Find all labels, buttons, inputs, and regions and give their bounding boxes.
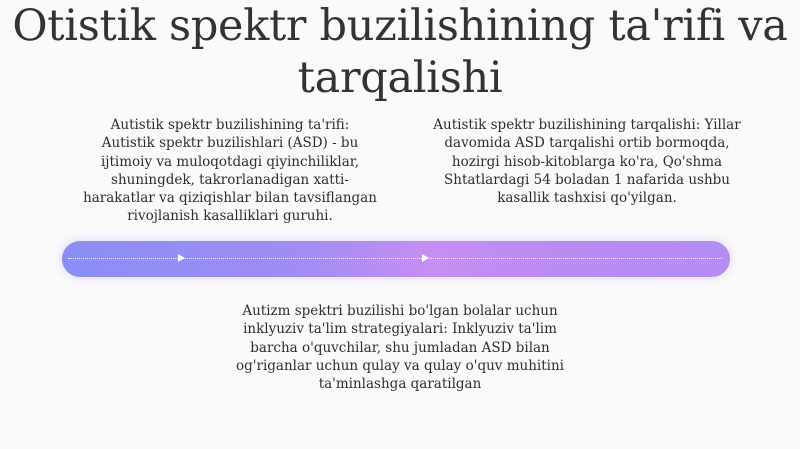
prevalence-text: Autistik spektr buzilishining tarqalishi: Yillar davomida ASD tarqalishi ortib bormoqda, hozirgi hisob-kitoblarga ko'ra, Qo'shma Shtatlardagi 54 boladan 1 nafarida ushbu kasallik tashxisi qo'yilgan. [433, 117, 741, 207]
slide-title: Otistik spektr buzilishining ta'rifi va tarqalishi [12, 1, 788, 103]
timeline-dotted-line [68, 258, 722, 259]
timeline-bar [62, 241, 730, 277]
inclusive-education-text: Autizm spektri buzilishi bo'lgan bolalar uchun inklyuziv ta'lim strategiyalari: Inklyuziv ta'lim barcha o'quvchilar, shu jumladan ASD bilan og'riganlar uchun qulay va qulay o'quv muhitini ta'minlashga qaratilgan [236, 303, 564, 393]
definition-text: Autistik spektr buzilishining ta'rifi: Autistik spektr buzilishlari (ASD) - bu ijtimoiy va muloqotdagi qiyinchiliklar, shuningdek, takrorlanadigan xatti-harakatlar va qiziqishlar bilan tavsiflangan rivojlanish kasalliklari guruhi. [83, 117, 377, 225]
arrow-right-icon [178, 254, 185, 262]
arrow-right-icon [422, 254, 429, 262]
